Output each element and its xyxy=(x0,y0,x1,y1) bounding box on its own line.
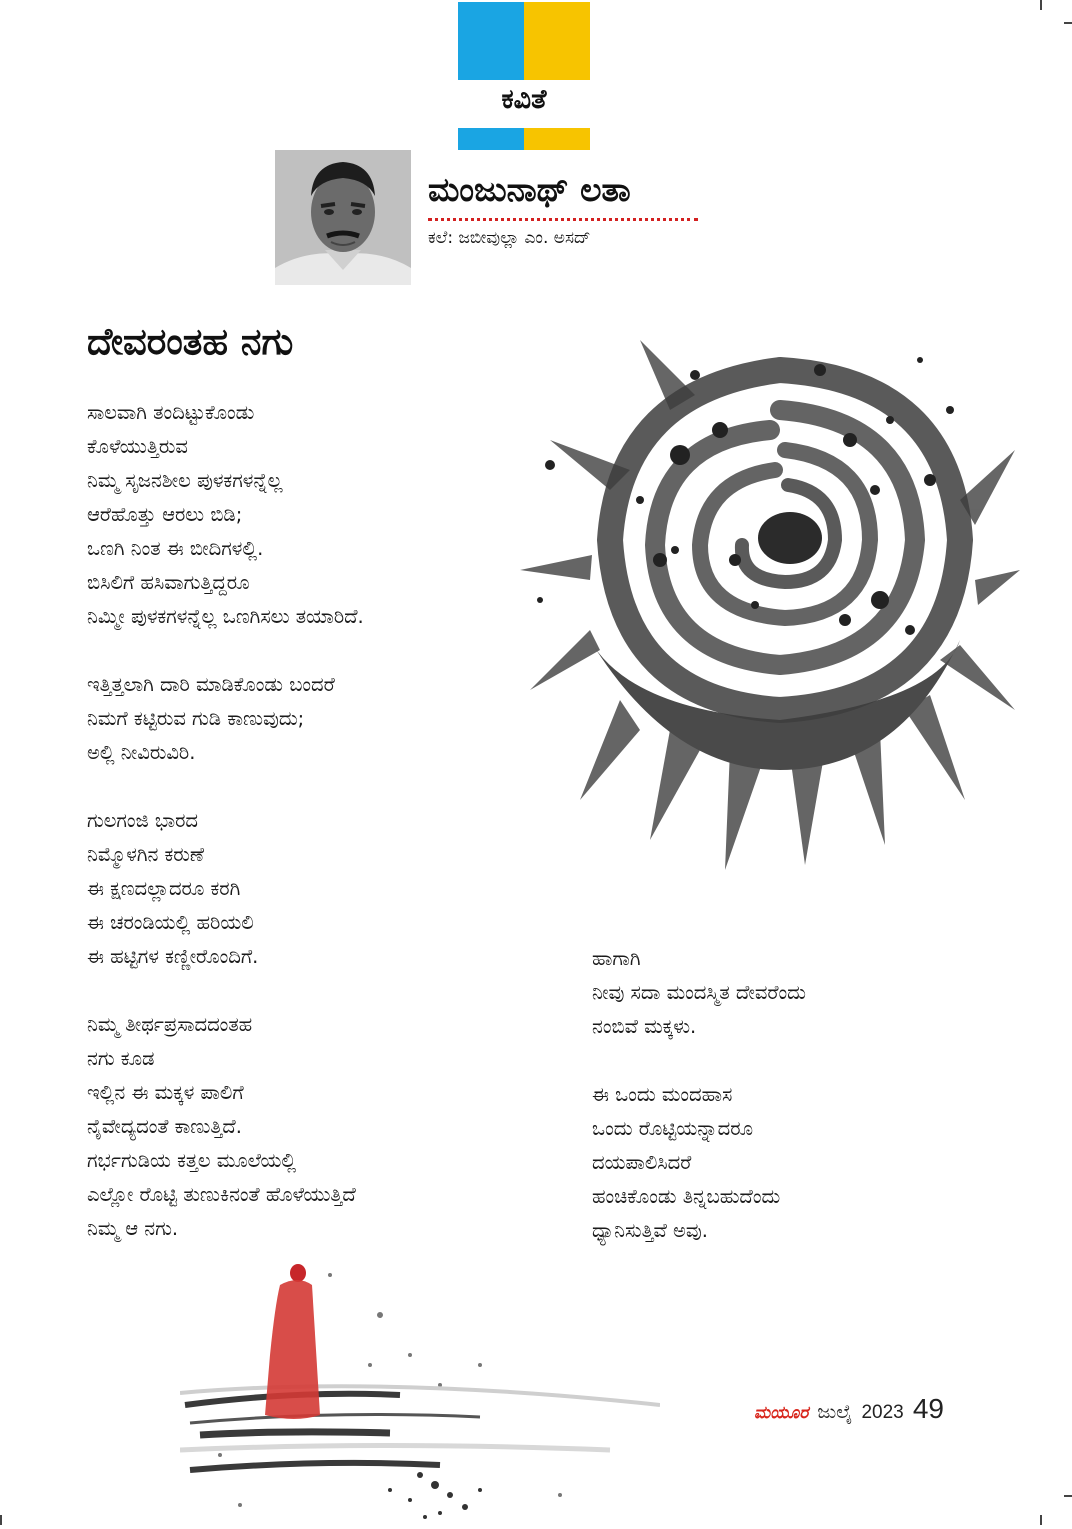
author-photo xyxy=(275,150,411,285)
poem-line: ನೈವೇದ್ಯದಂತೆ ಕಾಣುತ್ತಿದೆ. xyxy=(87,1115,242,1138)
dotted-divider xyxy=(428,218,698,221)
poem-line: ನೀವು ಸದಾ ಮಂದಸ್ಮಿತ ದೇವರೆಂದು xyxy=(592,981,806,1004)
poem-right-column xyxy=(592,942,992,1282)
art-credit: ಕಲೆ: ಜಬೀವುಲ್ಲಾ ಎಂ. ಅಸದ್ xyxy=(428,228,591,248)
poem-line: ಇತ್ತಿತ್ತಲಾಗಿ ದಾರಿ ಮಾಡಿಕೊಂಡು ಬಂದರೆ xyxy=(87,673,335,696)
poem-line: ಗರ್ಭಗುಡಿಯ ಕತ್ತಲ ಮೂಲೆಯಲ್ಲಿ xyxy=(87,1149,297,1172)
poem-line: ಈ ಚರಂಡಿಯಲ್ಲಿ ಹರಿಯಲಿ xyxy=(87,911,254,934)
poem-line: ಧ್ಯಾನಿಸುತ್ತಿವೆ ಅವು. xyxy=(592,1219,709,1242)
poem-line: ನಗು ಕೂಡ xyxy=(87,1047,155,1070)
stanza xyxy=(592,1078,992,1248)
poem-line: ಸಾಲವಾಗಿ ತಂದಿಟ್ಟುಕೊಂಡು xyxy=(87,401,255,424)
poem-line: ನಿಮ್ಮೊಳಗಿನ ಕರುಣೆ xyxy=(87,843,205,866)
stanza xyxy=(87,1008,557,1246)
poem-line: ದಯಪಾಲಿಸಿದರೆ xyxy=(592,1151,692,1174)
poem-title: ದೇವರಂತಹ ನಗು xyxy=(87,320,294,363)
poem-line: ಹಂಚಿಕೊಂಡು ತಿನ್ನಬಹುದೆಂದು xyxy=(592,1185,781,1208)
crop-mark xyxy=(1064,1495,1072,1497)
issue-month: ಜುಲೈ xyxy=(817,1401,853,1423)
author-name: ಮಂಜುನಾಥ್ ಲತಾ xyxy=(428,170,631,209)
badge-color-block xyxy=(524,128,590,150)
section-badge xyxy=(458,0,590,150)
poem-line: ಒಣಗಿ ನಿಂತ ಈ ಬೀದಿಗಳಲ್ಲಿ. xyxy=(87,537,264,560)
poem-line: ನಿಮ್ಮೀ ಪುಳಕಗಳನ್ನೆಲ್ಲ ಒಣಗಿಸಲು ತಯಾರಿದೆ. xyxy=(87,605,364,628)
poem-line: ಇಲ್ಲಿನ ಈ ಮಕ್ಕಳ ಪಾಲಿಗೆ xyxy=(87,1081,244,1104)
poem-line: ಒಂದು ರೊಟ್ಟಿಯನ್ನಾದರೂ xyxy=(592,1117,754,1140)
poem-left-column xyxy=(87,396,557,1280)
poem-line: ನಿಮ್ಮ ತೀರ್ಥಪ್ರಸಾದದಂತಹ xyxy=(87,1013,253,1036)
issue-year: 2023 xyxy=(861,1402,904,1423)
stanza xyxy=(87,804,557,974)
poem-line: ಕೊಳೆಯುತ್ತಿರುವ xyxy=(87,435,188,458)
badge-color-block xyxy=(458,2,524,80)
poem-line: ಗುಲಗಂಜಿ ಭಾರದ xyxy=(87,809,198,832)
stanza xyxy=(87,396,557,634)
page-footer xyxy=(754,1393,944,1433)
badge-color-block xyxy=(458,128,524,150)
poem-line: ಬಿಸಿಲಿಗೆ ಹಸಿವಾಗುತ್ತಿದ್ದರೂ xyxy=(87,571,250,594)
stanza xyxy=(87,668,557,770)
stanza xyxy=(592,942,992,1044)
page-number: 49 xyxy=(912,1393,945,1424)
crop-mark xyxy=(1040,1515,1042,1525)
poem-line: ನಿಮಗೆ ಕಟ್ಟಿರುವ ಗುಡಿ ಕಾಣುವುದು; xyxy=(87,707,305,730)
poem-line: ಅಲ್ಲಿ ನೀವಿರುವಿರಿ. xyxy=(87,741,196,764)
badge-color-block xyxy=(524,2,590,80)
crop-mark xyxy=(0,1515,2,1525)
poem-line: ನಂಬಿವೆ ಮಕ್ಕಳು. xyxy=(592,1015,697,1038)
poem-line: ಈ ಒಂದು ಮಂದಹಾಸ xyxy=(592,1083,733,1106)
magazine-brand: ಮಯೂರ xyxy=(754,1403,809,1423)
poem-line: ಈ ಕ್ಷಣದಲ್ಲಾದರೂ ಕರಗಿ xyxy=(87,877,241,900)
crop-mark xyxy=(1064,22,1072,24)
poem-line: ಈ ಹಟ್ಟಿಗಳ ಕಣ್ಣೀರೊಂದಿಗೆ. xyxy=(87,945,259,968)
poem-line: ಆರೆಹೊತ್ತು ಆರಲು ಬಿಡಿ; xyxy=(87,503,243,526)
sun-spiral-illustration xyxy=(520,300,1020,890)
figure-illustration xyxy=(180,1245,660,1525)
poem-line: ಹಾಗಾಗಿ xyxy=(592,947,641,970)
poem-line: ನಿಮ್ಮ ಸೃಜನಶೀಲ ಪುಳಕಗಳನ್ನೆಲ್ಲ xyxy=(87,469,283,492)
poem-line: ನಿಮ್ಮ ಆ ನಗು. xyxy=(87,1217,179,1240)
crop-mark xyxy=(1040,0,1042,10)
poem-line: ಎಲ್ಲೋ ರೊಟ್ಟಿ ತುಣುಕಿನಂತೆ ಹೊಳೆಯುತ್ತಿದೆ xyxy=(87,1183,356,1206)
section-label: ಕವಿತೆ xyxy=(501,84,547,115)
